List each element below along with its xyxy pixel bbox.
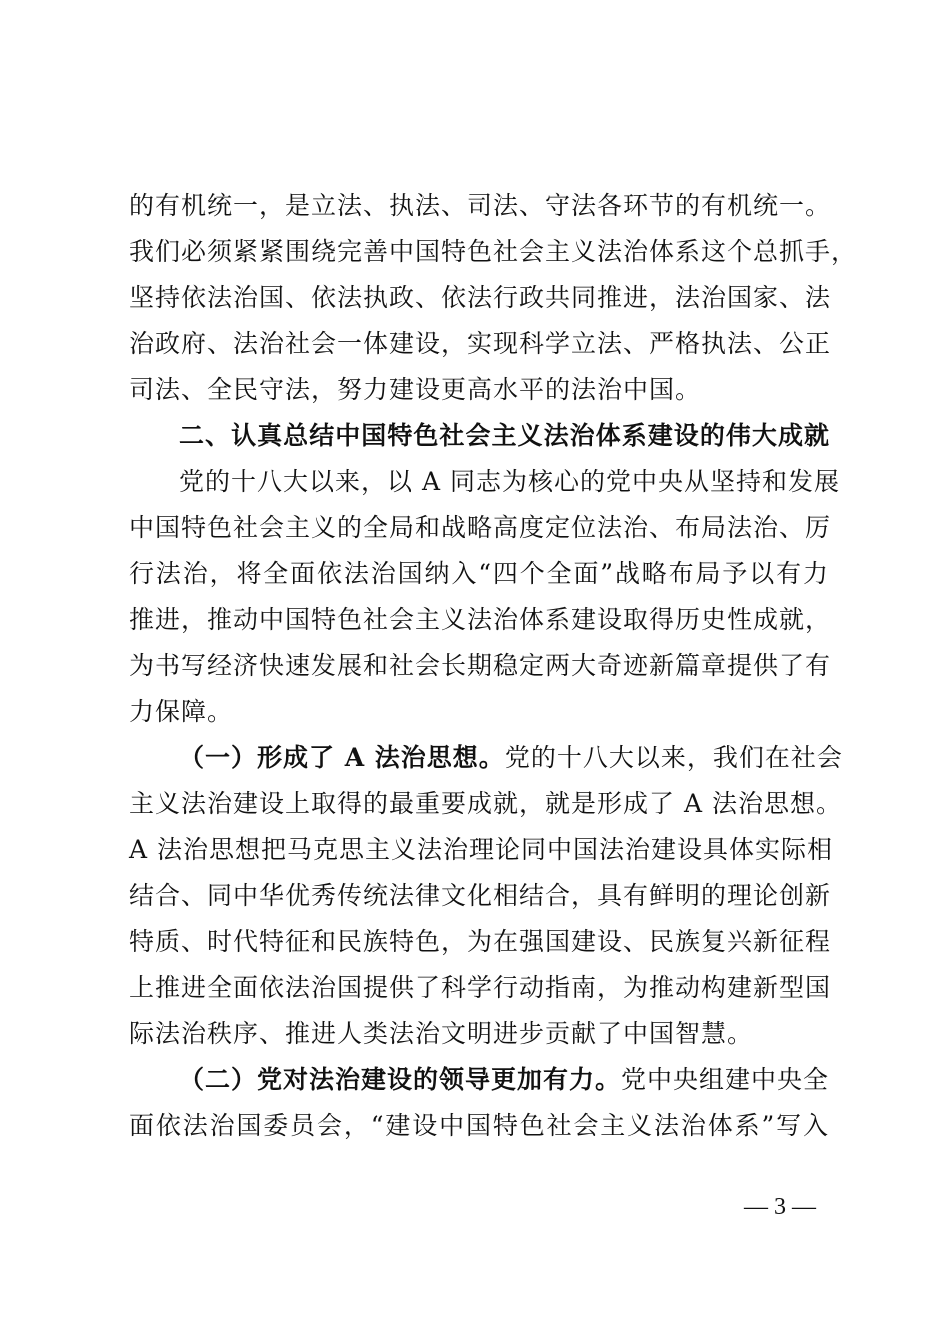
paragraph-1-line-4: 治政府、法治社会一体建设，实现科学立法、严格执法、公正 xyxy=(129,329,832,358)
paragraph-2-line-3: 行法治，将全面依法治国纳入“四个全面”战略布局予以有力 xyxy=(129,559,829,588)
paragraph-2-line-5: 为书写经济快速发展和社会长期稳定两大奇迹新篇章提供了有 xyxy=(129,651,832,680)
paragraph-4-first-line-rest: 党中央组建中央全 xyxy=(621,1065,830,1094)
paragraph-2-line-1: 党的十八大以来，以 A 同志为核心的党中央从坚持和发展 xyxy=(179,467,840,496)
paragraph-4-lead: （二）党对法治建设的领导更加有力。 xyxy=(179,1065,622,1094)
paragraph-1-line-3: 坚持依法治国、依法执政、依法行政共同推进，法治国家、法 xyxy=(129,283,832,312)
paragraph-1-line-5: 司法、全民守法，努力建设更高水平的法治中国。 xyxy=(129,375,702,404)
paragraph-2-line-4: 推进，推动中国特色社会主义法治体系建设取得历史性成就， xyxy=(129,605,832,634)
paragraph-1-line-1: 的有机统一，是立法、执法、司法、守法各环节的有机统一。 xyxy=(129,191,832,220)
paragraph-3-lead: （一）形成了 A 法治思想。 xyxy=(179,743,505,772)
paragraph-3-line-5: 特质、时代特征和民族特色，为在强国建设、民族复兴新征程 xyxy=(129,927,832,956)
paragraph-2-line-6: 力保障。 xyxy=(129,697,234,726)
paragraph-3-line-6: 上推进全面依法治国提供了科学行动指南，为推动构建新型国 xyxy=(129,973,832,1002)
paragraph-3-first-line-rest: 党的十八大以来，我们在社会 xyxy=(504,743,843,772)
paragraph-4-line-2: 面依法治国委员会，“建设中国特色社会主义法治体系”写入 xyxy=(129,1111,829,1140)
paragraph-3-line-7: 际法治秩序、推进人类法治文明进步贡献了中国智慧。 xyxy=(129,1019,754,1048)
paragraph-4-line-1 xyxy=(179,1060,829,1100)
paragraph-1-line-2: 我们必须紧紧围绕完善中国特色社会主义法治体系这个总抓手， xyxy=(129,237,858,266)
paragraph-2-line-2: 中国特色社会主义的全局和战略高度定位法治、布局法治、厉 xyxy=(129,513,832,542)
paragraph-3-line-3: A 法治思想把马克思主义法治理论同中国法治建设具体实际相 xyxy=(129,835,834,864)
paragraph-3-line-2: 主义法治建设上取得的最重要成就，就是形成了 A 法治思想。 xyxy=(129,789,842,818)
paragraph-3-line-4: 结合、同中华优秀传统法律文化相结合，具有鲜明的理论创新 xyxy=(129,881,832,910)
page-number: — 3 — xyxy=(744,1194,816,1220)
paragraph-3-line-1 xyxy=(179,738,843,778)
section-heading: 二、认真总结中国特色社会主义法治体系建设的伟大成就 xyxy=(179,421,829,450)
